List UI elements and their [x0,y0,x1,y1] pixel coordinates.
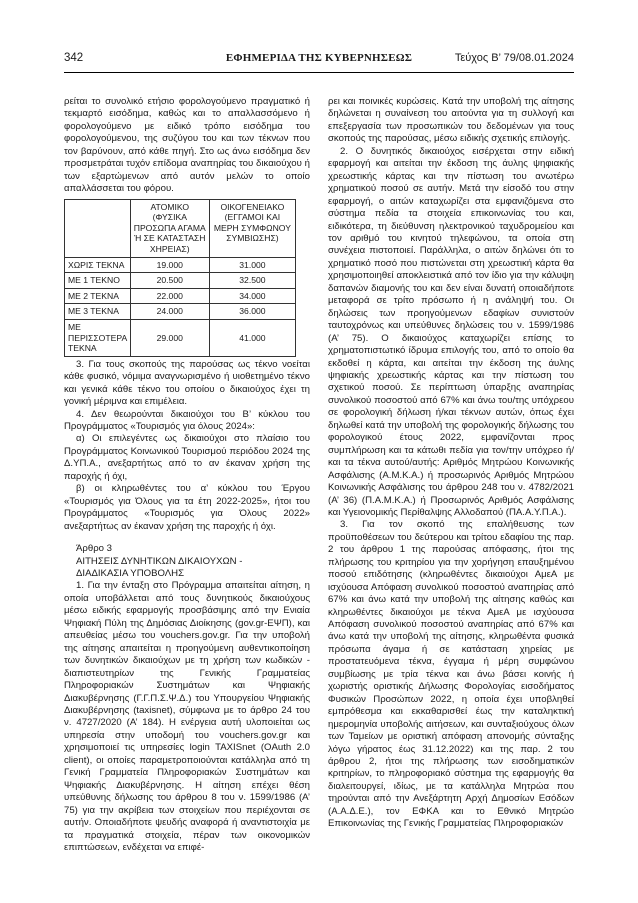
paragraph-4b: β) οι κληρωθέντες του α’ κύκλου του Έργου «Τουρισμός για Όλους για τα έτη 2022-2025», ήτοι του Προγράμματος «Τουρισμός για Όλους 2022» ανεξαρτήτως αν έκαναν χρήση της παροχής ή όχι. [64,483,310,532]
table-cell: 19.000 [130,257,209,273]
table-header-row [65,199,296,257]
gazette-title: ΕΦΗΜΕΡΙΔΑ ΤΗΣ ΚΥΒΕΡΝΗΣΕΩΣ [225,52,413,64]
table-row [65,288,296,304]
table-cell: 36.000 [209,304,295,320]
article-title-line-2: ΔΙΑΔΙΚΑΣΙΑ ΥΠΟΒΟΛΗΣ [76,568,185,579]
paragraph-3: 3. Για τους σκοπούς της παρούσας ως τέκνο νοείται κάθε φυσικό, νόμιμα αναγνωρισμένο ή υιοθετημένο τέκνο και γενικά κάθε τέκνο του οποίου ο δικαιούχος έχει τη γονική μέριμνα και επιμέλεια. [64,358,310,408]
article-number: Άρθρο 3 [76,543,112,555]
table-cell: ΜΕ 2 ΤΕΚΝΑ [65,288,131,304]
table-row [65,273,296,289]
table-cell: 32.500 [209,273,295,289]
table-header-cell [65,199,131,257]
paragraph-continued: ρει και ποινικές κυρώσεις. Κατά την υποβολή της αίτησης δηλώνεται η συναίνεση του αιτούντα για τη συλλογή και επεξεργασία των προσωπικών του δεδομένων για τους σκοπούς της παρούσας, μέσω ειδικής σχετικής επιλογής. [328,96,574,145]
paragraph-2: 2. Ο δυνητικός δικαιούχος εισέρχεται στην ειδική εφαρμογή και αιτείται την έκδοση της άυλης ψηφιακής χρεωστικής κάρτας και την πίστωση του ανωτέρω χρηματικού ποσού σε αυτήν. Μετά την είσοδό του στην εφαρμογή, ο αιτών καταχωρίζει στα εμφανιζόμενα στο σύστημα πεδία τα στοιχεία επικοινωνίας του και, ειδικότερα, τη διεύθυνση ηλεκτρονικού ταχυδρομείου και τον αριθμό του κινητού τηλεφώνου, τα οποία στη συνέχεια πιστοποιεί. Παράλληλα, ο αιτών δηλώνει ότι το χρηματικό ποσό που πιστώνεται στη χρεωστική κάρτα θα χρησιμοποιηθεί αποκλειστικά από τον ίδιο για την κάλυψη δαπανών διαμονής του και δεν είναι δυνατή οποιαδήποτε μεταφορά σε τρίτο πρόσωπο ή η ανάληψή του. Οι δηλώσεις των προηγούμενων εδαφίων συνιστούν ταυτοχρόνως και υπεύθυνες δηλώσεις του ν. 1599/1986 (Α’ 75). Ο δικαιούχος καταχωρίζει επίσης το χρηματοπιστωτικό ίδρυμα επιλογής του, από το οποίο θα εκδοθεί η κάρτα, και αιτείται την έκδοση της άυλης ψηφιακής χρεωστικής κάρτας και την πίστωση του σχετικού ποσού. Σε περίπτωση ύπαρξης αναπηρίας συνολικού ποσοστού από 67% και άνω του/της υπόχρεου σε φορολογική δήλωση ή/και τέκνων αυτών, όπως έχει δηλωθεί κατά την υποβολή της φορολογικής δήλωσης του φορολογικού έτους 2022, εμφανίζονται προς συμπλήρωση και τα κάτωθι πεδία για τον/την υπόχρεο ή/και τα τέκνα αυτού/αυτής: Αριθμός Μητρώου Κοινωνικής Ασφάλισης (Α.Μ.Κ.Α.) ή προσωρινός Αριθμός Μητρώου Κοινωνικής Ασφάλισης του άρθρου 248 του ν. 4782/2021 (Α’ 36) (Π.Α.Μ.Κ.Α.) ή Προσωρινός Αριθμός Ασφάλισης και Υγειονομικής Περίθαλψης Αλλοδαπού (ΠΑ.Α.Υ.Π.Α.). [328,145,574,518]
table-cell: ΜΕ ΠΕΡΙΣΣΟΤΕΡΑ ΤΕΚΝΑ [65,319,131,356]
paragraph-4a: α) Οι επιλεγέντες ως δικαιούχοι στο πλαίσιο του Προγράμματος Κοινωνικού Τουρισμού περιόδου 2024 της Δ.ΥΠ.Α., ανεξαρτήτως από το αν έκαναν χρήση της παροχής ή όχι, [64,433,310,482]
page-number: 342 [64,52,84,64]
table-cell: 34.000 [209,288,295,304]
table-cell: 24.000 [130,304,209,320]
table-row [65,319,296,356]
table-cell: 31.000 [209,257,295,273]
paragraph-4: 4. Δεν θεωρούνται δικαιούχοι του B’ κύκλου του Προγράμματος «Τουρισμός για όλους 2024»: [64,408,310,433]
income-threshold-table [64,199,296,357]
paragraph-intro: ρείται το συνολικό ετήσιο φορολογούμενο πραγματικό ή τεκμαρτό εισόδημα, καθώς και το απαλλασσόμενο ή φορολογούμενο με ειδικό τρόπο εισόδημα του φορολογούμενου, της συζύγου του και των τέκνων που τον βαρύνουν, από κάθε πηγή. Στο ως άνω εισόδημα δεν προσμετράται τυχόν επίδομα αναπηρίας του δικαιούχου ή των εξαρτώμενων από αυτόν μελών το οποίο απαλλάσσεται του φόρου. [64,96,310,195]
page-header [64,50,574,70]
table-cell: 29.000 [130,319,209,356]
table-cell: ΜΕ 3 ΤΕΚΝΑ [65,304,131,320]
paragraph-3-right: 3. Για τον σκοπό της επαλήθευσης των προϋποθέσεων του δεύτερου και τρίτου εδαφίου της παρ. 2 του άρθρου 1 της παρούσας απόφασης, ήτοι της πλήρωσης του κριτηρίου για την χορήγηση επαυξημένου ποσού επιδότησης (κληρωθέντες δικαιούχοι ΑμεΑ με ισχύουσα Απόφαση συνολικού ποσοστού αναπηρίας από 67% και άνω κατά την υποβολή της αίτησης καθώς και κληρωθέντες δικαιούχοι με τέκνα ΑμεΑ με ισχύουσα Απόφαση συνολικού ποσοστού αναπηρίας από 67% και άνω κατά την υποβολή της αίτησης, κληρωθέντα φυσικά πρόσωπα άγαμα ή σε κατάσταση χηρείας με προστατευόμενα τέκνα, έγγαμα ή μέρη συμφώνου συμβίωσης με τρία τέκνα και άνω βάσει κοινής ή χωριστής οριστικής Δήλωσης Φορολογίας εισοδήματος Φυσικών Προσώπων 2022, η οποία έχει υποβληθεί εμπρόθεσμα και εκκαθαρισθεί έως την καταληκτική ημερομηνία υποβολής αιτήσεων, και συνταξιούχους όλων των Ταμείων με οριστική απόφαση απονομής σύνταξης λόγω γήρατος έως 31.12.2022) και της παρ. 2 του άρθρου 2, ήτοι της πλήρωσης των εισοδηματικών κριτηρίων, το πληροφοριακό σύστημα της εφαρμογής θα διαλειτουργεί, ιδίως, με τα κατάλληλα Μητρώα που τηρούνται από την Ανεξάρτητη Αρχή Δημοσίων Εσόδων (Α.Α.Δ.Ε.), τον ΕΦΚΑ και το Εθνικό Μητρώο Επικοινωνίας της Γενικής Γραμματείας Πληροφοριακών [328,519,574,830]
table-cell: ΧΩΡΙΣ ΤΕΚΝΑ [65,257,131,273]
article-title-line-1: ΑΙΤΗΣΕΙΣ ΔΥΝΗΤΙΚΩΝ ΔΙΚΑΙΟΥΧΩΝ - [76,555,243,567]
right-column [328,96,574,831]
issue-info: Τεύχος B’ 79/08.01.2024 [454,52,574,64]
table-row [65,304,296,320]
table-cell: 22.000 [130,288,209,304]
table-cell: 20.500 [130,273,209,289]
header-rule [64,72,574,73]
left-column [64,96,310,854]
table-cell: 41.000 [209,319,295,356]
table-header-cell: ΑΤΟΜΙΚΟ (ΦΥΣΙΚΑ ΠΡΟΣΩΠΑ ΑΓΑΜΑ Ή ΣΕ ΚΑΤΑΣΤΑΣΗ ΧΗΡΕΙΑΣ) [130,199,209,257]
table-cell: ΜΕ 1 ΤΕΚΝΟ [65,273,131,289]
table-row [65,257,296,273]
paragraph-article-1: 1. Για την ένταξη στο Πρόγραμμα απαιτείται αίτηση, η οποία υποβάλλεται από τους δυνητικούς δικαιούχους μέσω ειδικής εφαρμογής προσβάσιμης από την Ενιαία Ψηφιακή Πύλη της Δημόσιας Διοίκησης (gov.gr-ΕΨΠ), και απευθείας μέσω του vouchers.gov.gr. Για την υποβολή της αίτησης απαιτείται η προηγούμενη αυθεντικοποίηση των δυνητικών δικαιούχων με τη χρήση των κωδικών - διαπιστευτηρίων της Γενικής Γραμματείας Πληροφοριακών Συστημάτων και Ψηφιακής Διακυβέρνησης (Γ.Γ.Π.Σ.Ψ.Δ.) του Υπουργείου Ψηφιακής Διακυβέρνησης (taxisnet), σύμφωνα με το άρθρο 24 του ν. 4727/2020 (Α’ 184). Η ενέργεια αυτή υλοποιείται ως υπηρεσία στην υποδομή του vouchers.gov.gr και χρησιμοποιεί τις υπηρεσίες login TAXISnet (OAuth 2.0 client), οι οποίες παραμετροποιούνται κατάλληλα από τη Γενική Γραμματεία Πληροφοριακών Συστημάτων και Ψηφιακής Διακυβέρνησης. Η αίτηση επέχει θέση υπεύθυνης δήλωσης του άρθρου 8 του ν. 1599/1986 (Α’ 75) για την ακρίβεια των στοιχείων που περιέχονται σε αυτήν. Οποιαδήποτε ψευδής αναφορά ή αναντιστοιχία με τα πραγματικά στοιχεία, πέραν των οικονομικών επιπτώσεων, ενδέχεται να επιφέ- [64,580,310,853]
table-header-cell: ΟΙΚΟΓΕΝΕΙΑΚΟ (ΕΓΓΑΜΟΙ ΚΑΙ ΜΕΡΗ ΣΥΜΦΩΝΟΥ ΣΥΜΒΙΩΣΗΣ) [209,199,295,257]
